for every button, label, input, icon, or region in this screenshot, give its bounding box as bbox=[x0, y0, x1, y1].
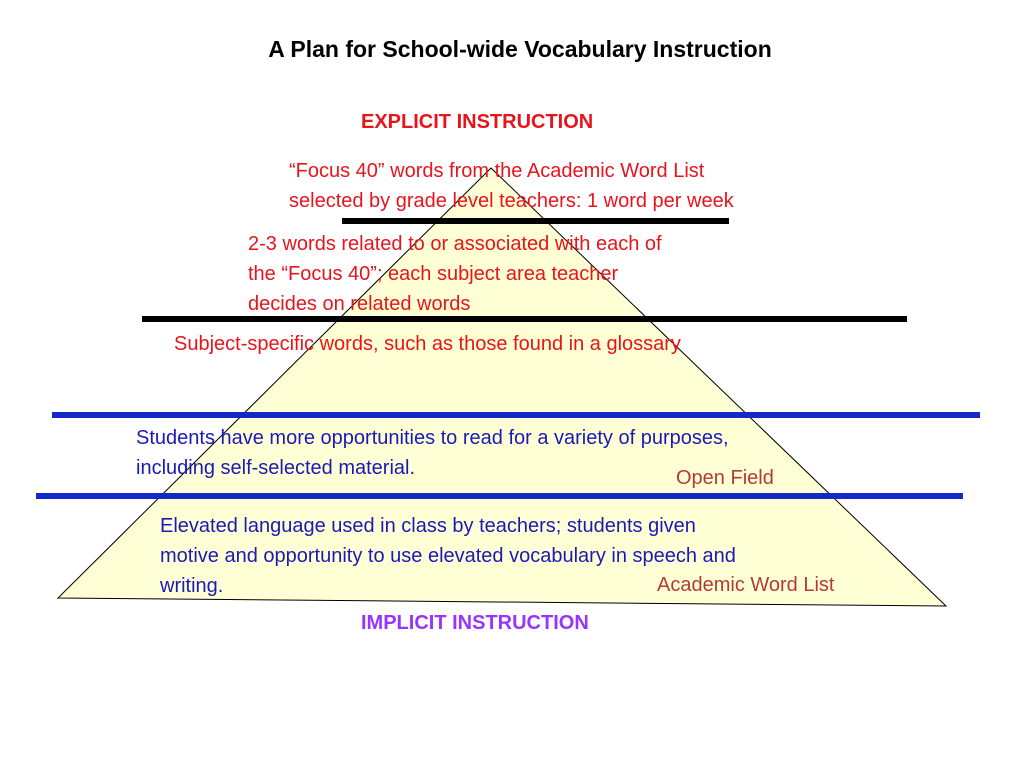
focus40-line-1: “Focus 40” words from the Academic Word List bbox=[289, 160, 705, 182]
open-field-label: Open Field bbox=[676, 467, 774, 489]
related-line-2: the “Focus 40”; each subject area teacher bbox=[248, 263, 619, 285]
page-title: A Plan for School-wide Vocabulary Instruction bbox=[268, 36, 772, 62]
reading-tier-text bbox=[136, 423, 729, 483]
academic-word-list-label: Academic Word List bbox=[657, 574, 835, 596]
elevated-line-3: writing. bbox=[160, 575, 224, 597]
explicit-instruction-heading: EXPLICIT INSTRUCTION bbox=[361, 111, 594, 133]
focus40-line-2: selected by grade level teachers: 1 word per week bbox=[289, 190, 734, 212]
elevated-line-1: Elevated language used in class by teachers; students given bbox=[160, 515, 696, 537]
focus40-tier-text bbox=[289, 156, 734, 216]
elevated-line-2: motive and opportunity to use elevated vocabulary in speech and bbox=[160, 545, 736, 567]
related-words-tier-text bbox=[248, 229, 662, 319]
reading-line-1: Students have more opportunities to read for a variety of purposes, bbox=[136, 427, 729, 449]
subject-specific-tier-text: Subject-specific words, such as those found in a glossary bbox=[174, 333, 681, 355]
reading-line-2: including self-selected material. bbox=[136, 457, 416, 479]
related-line-3: decides on related words bbox=[248, 293, 471, 315]
implicit-instruction-heading: IMPLICIT INSTRUCTION bbox=[361, 612, 589, 634]
related-line-1: 2-3 words related to or associated with each of bbox=[248, 233, 662, 255]
elevated-language-tier-text bbox=[160, 511, 736, 601]
